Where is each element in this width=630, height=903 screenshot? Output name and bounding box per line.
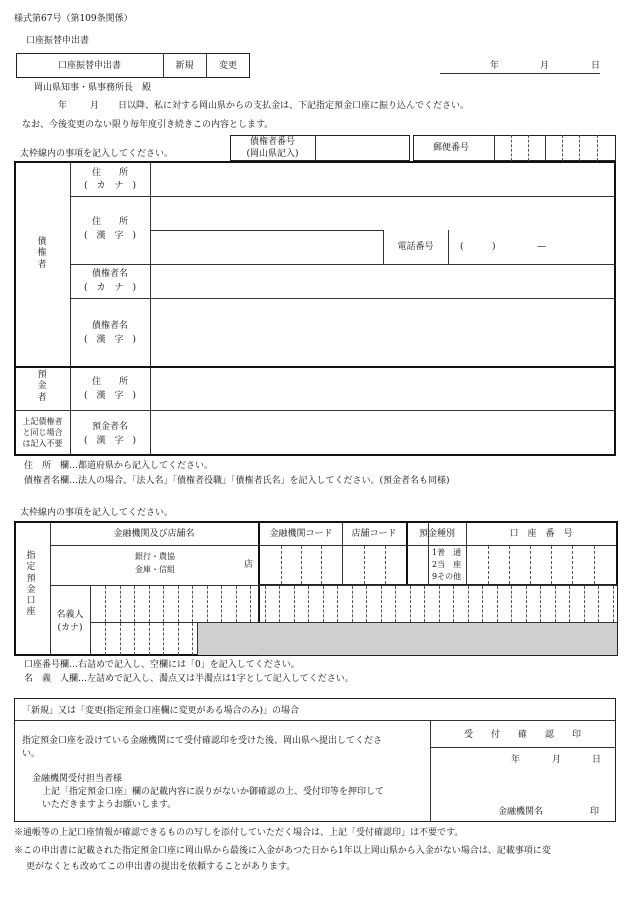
depositor-name-field[interactable] (151, 411, 615, 455)
holder-cell-divider (323, 586, 324, 622)
address-kana-sublabel: ( カ ナ ) (83, 181, 137, 191)
phone-open-paren: ( (460, 242, 464, 252)
bank-type-options-1: 銀行・農協 (135, 552, 175, 561)
deposit-type-current[interactable]: 2当 座 (432, 560, 462, 569)
holder-cell-divider (134, 586, 135, 622)
holder-cell-divider (120, 586, 121, 622)
date-year: 年 (490, 61, 500, 71)
holder-cell-divider (149, 623, 150, 655)
section3-request-1: 上記「指定預金口座」欄の記載内容に誤りがないか御確認の上、受付印等を押印して (42, 787, 385, 797)
document-title: 口座振替申出書 (26, 36, 90, 46)
designated-account-side-label: 指定預金口座 (26, 551, 36, 618)
section2-instruction: 太枠線内の事項を記入してください。 (20, 508, 174, 518)
holder-cell-divider (265, 586, 266, 622)
date-month: 月 (540, 61, 550, 71)
date-day: 日 (591, 61, 601, 71)
holder-name-field[interactable] (91, 586, 616, 655)
holder-cell-divider (105, 586, 106, 622)
creditor-side-label: 債権者 (37, 237, 47, 270)
deposit-type-other[interactable]: 9その他 (432, 572, 462, 581)
holder-cell-divider (105, 623, 106, 655)
phone-field[interactable] (449, 231, 615, 264)
creditor-name-kanji-sublabel: ( 漢 字 ) (83, 335, 137, 345)
title-box-label: 口座振替申出書 (57, 61, 121, 71)
holder-cell-divider (526, 586, 527, 622)
holder-cell-divider (178, 586, 179, 622)
depositor-name-label: 預金者名 (91, 422, 128, 432)
creditor-name-kanji-label: 債権者名 (91, 321, 128, 331)
depositor-address-sublabel: ( 漢 字 ) (83, 391, 137, 401)
section3-body-1: 指定預金口座を設けている金融機関にて受付確認印を受けた後、岡山県へ提出してくださ (22, 736, 383, 746)
postal-code-label: 郵便番号 (433, 143, 470, 153)
intro-note: なお、今後変更のない限り毎年度引き続きこの内容とします。 (22, 120, 274, 130)
creditor-name-kanji-field[interactable] (151, 299, 615, 366)
holder-cell-divider (598, 586, 599, 622)
depositor-side-label: 預金者 (37, 370, 47, 403)
depositor-address-label: 住 所 (91, 377, 128, 387)
account-number-header: 口 座 番 号 (509, 529, 573, 539)
holder-cell-divider (468, 586, 469, 622)
depositor-name-sublabel: ( 漢 字 ) (83, 436, 137, 446)
stamp-day: 日 (592, 755, 602, 765)
deposit-type-header: 預金種別 (418, 529, 455, 539)
holder-cell-divider (207, 586, 208, 622)
holder-cell-divider (178, 623, 179, 655)
creditor-name-kana-field[interactable] (151, 265, 615, 298)
form-number: 様式第67号（第109条関係） (14, 14, 133, 24)
phone-dash: — (537, 242, 546, 252)
stamp-header: 受 付 確 認 印 (463, 730, 581, 740)
holder-cell-divider (120, 623, 121, 655)
section2-note-holder: 名 義 人欄…左詰めで記入し、濁点又は半濁点は1字として記入してください。 (24, 674, 354, 684)
phone-close-paren: ) (492, 242, 496, 252)
holder-cell-divider (352, 586, 353, 622)
branch-code-field[interactable] (343, 546, 406, 584)
holder-cell-divider (134, 623, 135, 655)
creditor-number-label: 債権者番号 (249, 137, 295, 147)
address-kanji-label: 住 所 (91, 217, 128, 227)
holder-cell-divider (250, 586, 251, 622)
stamp-seal: 印 (590, 807, 600, 817)
branch-code-header: 店舗コード (351, 529, 397, 539)
address-kanji-field[interactable] (151, 197, 615, 230)
footnote-2-line1: ※この申出書に記載された指定預金口座に岡山県から最後に入金があつた日から1年以上岡山県から入金がない場合は、記載事項に変 (14, 846, 551, 856)
holder-cell-divider (511, 586, 512, 622)
address-kana-field[interactable] (151, 162, 615, 196)
holder-cell-divider (308, 586, 309, 622)
section2-note-account: 口座番号欄…右詰めで記入し、空欄には「0」を記入してください。 (24, 660, 300, 670)
date-underline (440, 73, 600, 74)
holder-cell-divider (569, 586, 570, 622)
holder-cell-divider (236, 586, 237, 622)
holder-cell-divider (221, 586, 222, 622)
intro-month: 月 (90, 101, 100, 111)
section3-heading: 「新規」又は「変更(指定預金口座欄に変更がある場合のみ)」の場合 (22, 706, 300, 716)
holder-cell-divider (279, 586, 280, 622)
creditor-name-kana-label: 債権者名 (91, 269, 128, 279)
holder-cell-divider (192, 623, 193, 655)
store-suffix: 店 (244, 560, 254, 570)
intro-year: 年 (58, 101, 68, 111)
stamp-year: 年 (511, 755, 521, 765)
footnote-2-line2: 更がなくとも改めてこの申出書の提出を依頼することがあります。 (26, 862, 296, 872)
holder-cell-divider (555, 586, 556, 622)
section1-instruction: 太枠線内の事項を記入してください。 (20, 149, 174, 159)
holder-cell-divider (294, 586, 295, 622)
holder-cell-divider (584, 586, 585, 622)
holder-cell-divider (613, 586, 614, 622)
holder-cell-divider (540, 586, 541, 622)
address-kanji-sublabel: ( 漢 字 ) (83, 231, 137, 241)
depositor-note-2: と同じ場合 (22, 428, 63, 437)
creditor-number-sublabel: (岡山県記入) (246, 149, 299, 159)
holder-label: 名義人 (56, 610, 84, 620)
holder-cell-divider (453, 586, 454, 622)
branch-name-field[interactable] (177, 546, 237, 584)
section1-note-name: 債権者名欄…法人の場合、「法人名」「債権者役職」「債権者氏名」を記入してください。(預金者名も同様) (24, 476, 450, 486)
section1-note-address: 住 所 欄…都道府県から記入してください。 (24, 461, 214, 471)
holder-cell-divider (163, 623, 164, 655)
holder-cell-divider (192, 586, 193, 622)
change-checkbox[interactable]: 変更 (218, 61, 237, 71)
new-checkbox[interactable]: 新規 (175, 61, 194, 71)
holder-cell-divider (410, 586, 411, 622)
holder-cell-divider (439, 586, 440, 622)
section3-staff: 金融機関受付担当者様 (32, 774, 123, 784)
holder-cell-divider (337, 586, 338, 622)
intro-text: 日以降、私に対する岡山県からの支払金は、下記指定預金口座に振り込んでください。 (118, 101, 470, 111)
depositor-note-3: は記入不要 (22, 439, 63, 448)
bank-code-header: 金融機関コード (269, 529, 333, 539)
stamp-bank-name: 金融機関名 (498, 807, 544, 817)
holder-cell-divider (424, 586, 425, 622)
bank-type-options-2: 金庫・信組 (135, 565, 175, 574)
holder-cell-divider (395, 586, 396, 622)
section3-request-2: いただきますようお願いします。 (42, 800, 177, 810)
holder-cell-divider (163, 586, 164, 622)
holder-cell-divider (149, 586, 150, 622)
phone-label: 電話番号 (397, 242, 434, 252)
section3-body-2: い。 (22, 749, 41, 759)
holder-cell-divider (482, 586, 483, 622)
depositor-note-1: 上記債権者 (22, 417, 63, 426)
holder-cell-divider (497, 586, 498, 622)
stamp-month: 月 (552, 755, 562, 765)
depositor-address-field[interactable] (151, 368, 615, 410)
deposit-type-ordinary[interactable]: 1普 通 (432, 548, 462, 557)
bank-branch-header: 金融機関及び店舗名 (113, 529, 195, 539)
holder-sublabel: (カナ) (57, 623, 83, 633)
bank-name-field[interactable] (51, 546, 133, 584)
holder-cell-divider (366, 586, 367, 622)
holder-cell-divider (381, 586, 382, 622)
footnote-1: ※通帳等の上記口座情報が確認できるものの写しを添付していただく場合は、上記「受付確認印」は不要です。 (14, 828, 464, 838)
address-kana-label: 住 所 (91, 168, 128, 178)
creditor-name-kana-sublabel: ( カ ナ ) (83, 283, 137, 293)
addressee: 岡山県知事・県事務所長 殿 (34, 83, 152, 93)
